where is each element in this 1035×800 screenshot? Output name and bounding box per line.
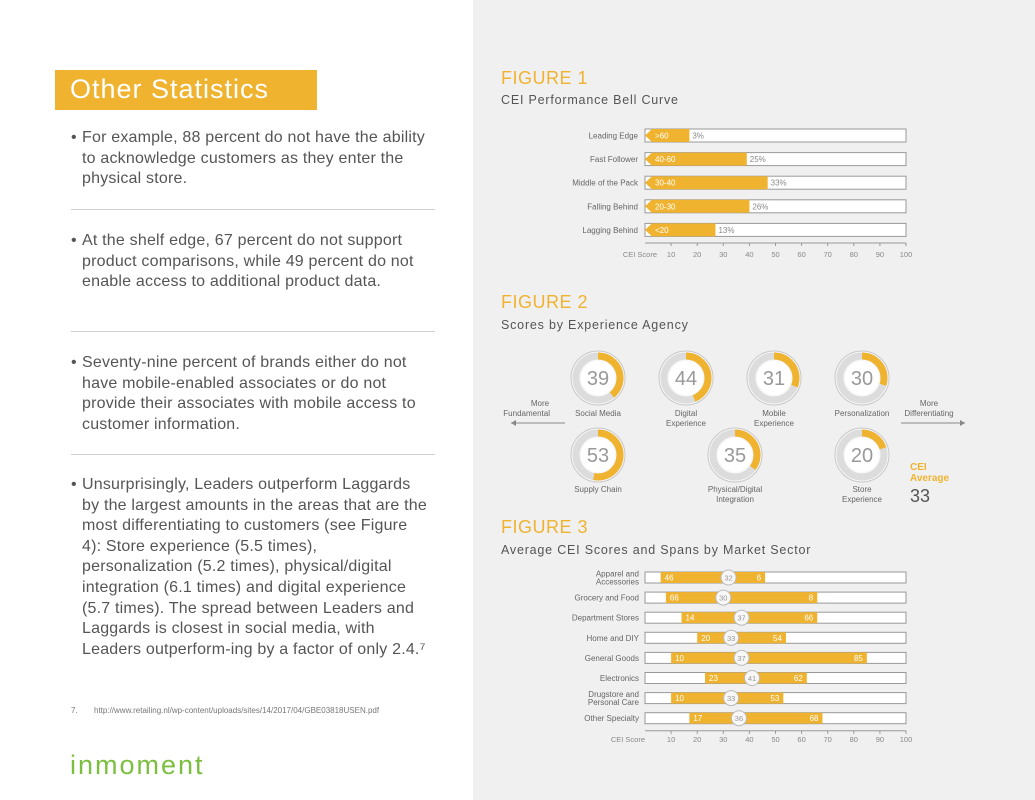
fig2-donut-value: 35 [723,445,747,467]
fig3-average-label: 30 [719,593,728,603]
fig2-donut-label: Mobile [762,409,786,418]
fig3-span-end-label: 6 [756,573,762,583]
bullet-dot: • [71,129,77,146]
figure1-title: FIGURE 1 [501,68,589,88]
fig2-donut-value: 20 [850,445,874,467]
fig3-span-end-label: 62 [793,674,803,683]
fig2-right-arrow-head [960,420,965,426]
right-page [473,0,1035,800]
fig1-tick-label: 40 [745,250,754,259]
fig3-span-bar [689,713,822,724]
fig2-left-arrow-label: More [530,399,550,408]
fig1-range-label: 20-30 [655,202,676,212]
figure2-title: FIGURE 2 [501,292,589,312]
figure2-subtitle: Scores by Experience Agency [501,318,689,332]
fig1-tick-label: 100 [899,250,913,259]
fig3-category-label: Home and DIY [586,633,639,643]
fig3-tick-label: 80 [849,734,858,744]
fig2-donut-value: 30 [850,368,874,390]
fig1-range-label: 30-40 [655,178,676,188]
fig2-donut-value: 39 [586,368,610,390]
figure2-chart [473,340,1035,515]
fig3-span-start-label: 10 [675,694,685,704]
fig3-span-bar [661,572,765,583]
fig3-span-start-label: 14 [685,613,695,623]
figure3-subtitle: Average CEI Scores and Spans by Market Sector [501,543,812,557]
bullet-item [71,475,431,660]
fig2-donut-label: Experience [753,419,795,428]
fig3-average-label: 33 [726,694,736,704]
fig3-tick-label: 30 [719,734,728,744]
fig3-tick-label: 10 [666,734,676,744]
left-page [0,0,473,800]
fig1-range-label: <20 [655,225,669,235]
fig2-donut-label: Supply Chain [574,485,622,494]
fig2-donut-value: 53 [586,445,610,467]
fig2-donut-label: Integration [716,495,754,504]
fig3-tick-label: 90 [875,734,885,744]
fig2-cei-label: CEI [910,462,927,473]
fig2-donut-value: 31 [762,368,786,390]
fig3-category-label: Department Stores [571,613,639,623]
fig2-cei-label: Average [910,473,950,484]
fig2-donut-label: Experience [841,495,883,504]
bullet-text: For example, 88 percent do not have the ability to acknowledge customers as they enter the physical store. [82,129,425,188]
footnote-url[interactable]: http://www.retailing.nl/wp-content/uploads/sites/14/2017/04/GBE03818USEN.pdf [94,706,380,715]
fig2-left-arrow-head [511,420,516,426]
bullet-dot: • [71,354,77,371]
fig2-donut-value: 44 [674,368,698,390]
fig3-category-label: General Goods [584,653,639,663]
fig3-category-label: Drugstore and [588,690,639,700]
fig3-average-label: 32 [724,573,733,583]
bullet-item [71,231,431,293]
figure3-title: FIGURE 3 [501,517,589,537]
fig3-category-label: Accessories [595,577,639,587]
bullet-dot: • [71,232,77,249]
fig3-span-start-label: 66 [669,593,679,603]
fig1-category-label: Falling Behind [587,202,638,212]
fig3-span-start-label: 20 [701,633,711,643]
bullet-dot: • [71,476,77,493]
fig2-donut-label: Experience [665,419,707,428]
fig3-span-end-label: 8 [808,593,814,603]
fig3-category-label: Other Specialty [584,714,639,724]
fig3-span-end-label: 54 [773,633,782,643]
page-heading: Other Statistics [70,74,270,104]
fig1-tick-label: 90 [875,250,885,259]
divider [71,454,435,455]
fig3-span-end-label: 68 [809,714,819,724]
fig2-right-arrow-label: Differentiating [904,409,954,418]
fig3-average-label: 41 [747,674,757,683]
fig3-tick-label: 20 [693,734,702,744]
bullet-text: Unsurprisingly, Leaders outperform Laggards by the largest amounts in the areas that are the most differentiating to customers (see Figure 4): Store experience (5.5 times), personalization (5.2 times), physical/digital integration (6.1 times) and digital experience (5.7 times). The spread between Leaders and Laggards is closest in social media, with Leaders outperform-ing by a factor of only 2.4.⁷ [82,476,427,658]
fig3-span-start-label: 46 [664,573,674,583]
divider [71,331,435,332]
fig3-span-end-label: 85 [853,653,863,663]
figure1-chart [473,120,1035,270]
fig2-cei-value: 33 [910,486,931,506]
fig2-donut-label: Digital [674,409,698,418]
fig1-tick-label: 30 [719,250,728,259]
fig3-span-start-label: 10 [675,653,685,663]
fig3-span-start-label: 17 [693,714,703,724]
fig3-tick-label: 100 [899,734,913,744]
fig1-axis-title: CEI Score [622,250,657,259]
fig3-category-label: Electronics [599,674,639,683]
fig1-value-label: 25% [749,155,766,165]
fig3-category-label: Apparel and [595,569,639,579]
footnote-number: 7. [71,706,78,715]
fig1-tick-label: 60 [797,250,806,259]
fig2-donut-label: Store [852,485,872,494]
fig1-category-label: Fast Follower [589,155,638,165]
footnote [71,706,394,715]
fig1-range-label: >60 [655,131,669,141]
fig3-span-start-label: 23 [709,674,718,683]
fig3-average-label: 37 [737,653,746,663]
fig1-value-label: 26% [752,202,769,212]
fig1-tick-label: 50 [771,250,780,259]
fig1-value-label: 3% [692,131,704,141]
fig3-average-label: 33 [726,633,736,643]
bullet-item [71,128,431,190]
figure1-subtitle: CEI Performance Bell Curve [501,93,679,107]
fig2-right-arrow-label: More [919,399,939,408]
fig3-tick-label: 40 [745,734,754,744]
fig1-category-label: Lagging Behind [582,225,638,235]
fig3-span-end-label: 53 [770,694,780,704]
fig2-donut-label: Physical/Digital [707,485,763,494]
bullet-item [71,353,431,435]
fig1-tick-label: 10 [666,250,676,259]
fig1-tick-label: 80 [849,250,858,259]
fig1-value-label: 13% [718,225,735,235]
fig2-donut-label: Personalization [834,409,890,418]
inmoment-logo: inmoment [70,750,205,780]
figure3-chart [473,562,1035,762]
fig3-axis-title: CEI Score [610,734,645,744]
fig1-range-label: 40-60 [655,155,676,165]
bullet-text: At the shelf edge, 67 percent do not support product comparisons, while 49 percent do not enable access to additional product data. [82,232,414,291]
fig3-category-label: Grocery and Food [574,593,639,603]
fig1-category-label: Middle of the Pack [572,178,638,188]
fig3-tick-label: 50 [771,734,780,744]
fig2-left-arrow-label: Fundamental [503,409,550,418]
fig3-category-label: Personal Care [587,698,639,708]
heading-banner [55,70,317,110]
fig3-average-label: 37 [737,613,746,623]
bullet-text: Seventy-nine percent of brands either do not have mobile-enabled associates or do not provide their associates with mobile access to customer information. [82,354,416,433]
fig1-tick-label: 20 [693,250,702,259]
fig3-span-bar [671,652,867,663]
fig1-value-label: 33% [770,178,787,188]
fig2-donut-label: Social Media [575,409,621,418]
fig3-span-bar [666,592,817,603]
fig3-tick-label: 60 [797,734,806,744]
fig3-tick-label: 70 [823,734,832,744]
divider [71,209,435,210]
fig1-category-label: Leading Edge [588,131,638,141]
fig1-tick-label: 70 [823,250,832,259]
fig3-average-label: 36 [734,714,744,724]
fig3-span-end-label: 66 [804,613,814,623]
